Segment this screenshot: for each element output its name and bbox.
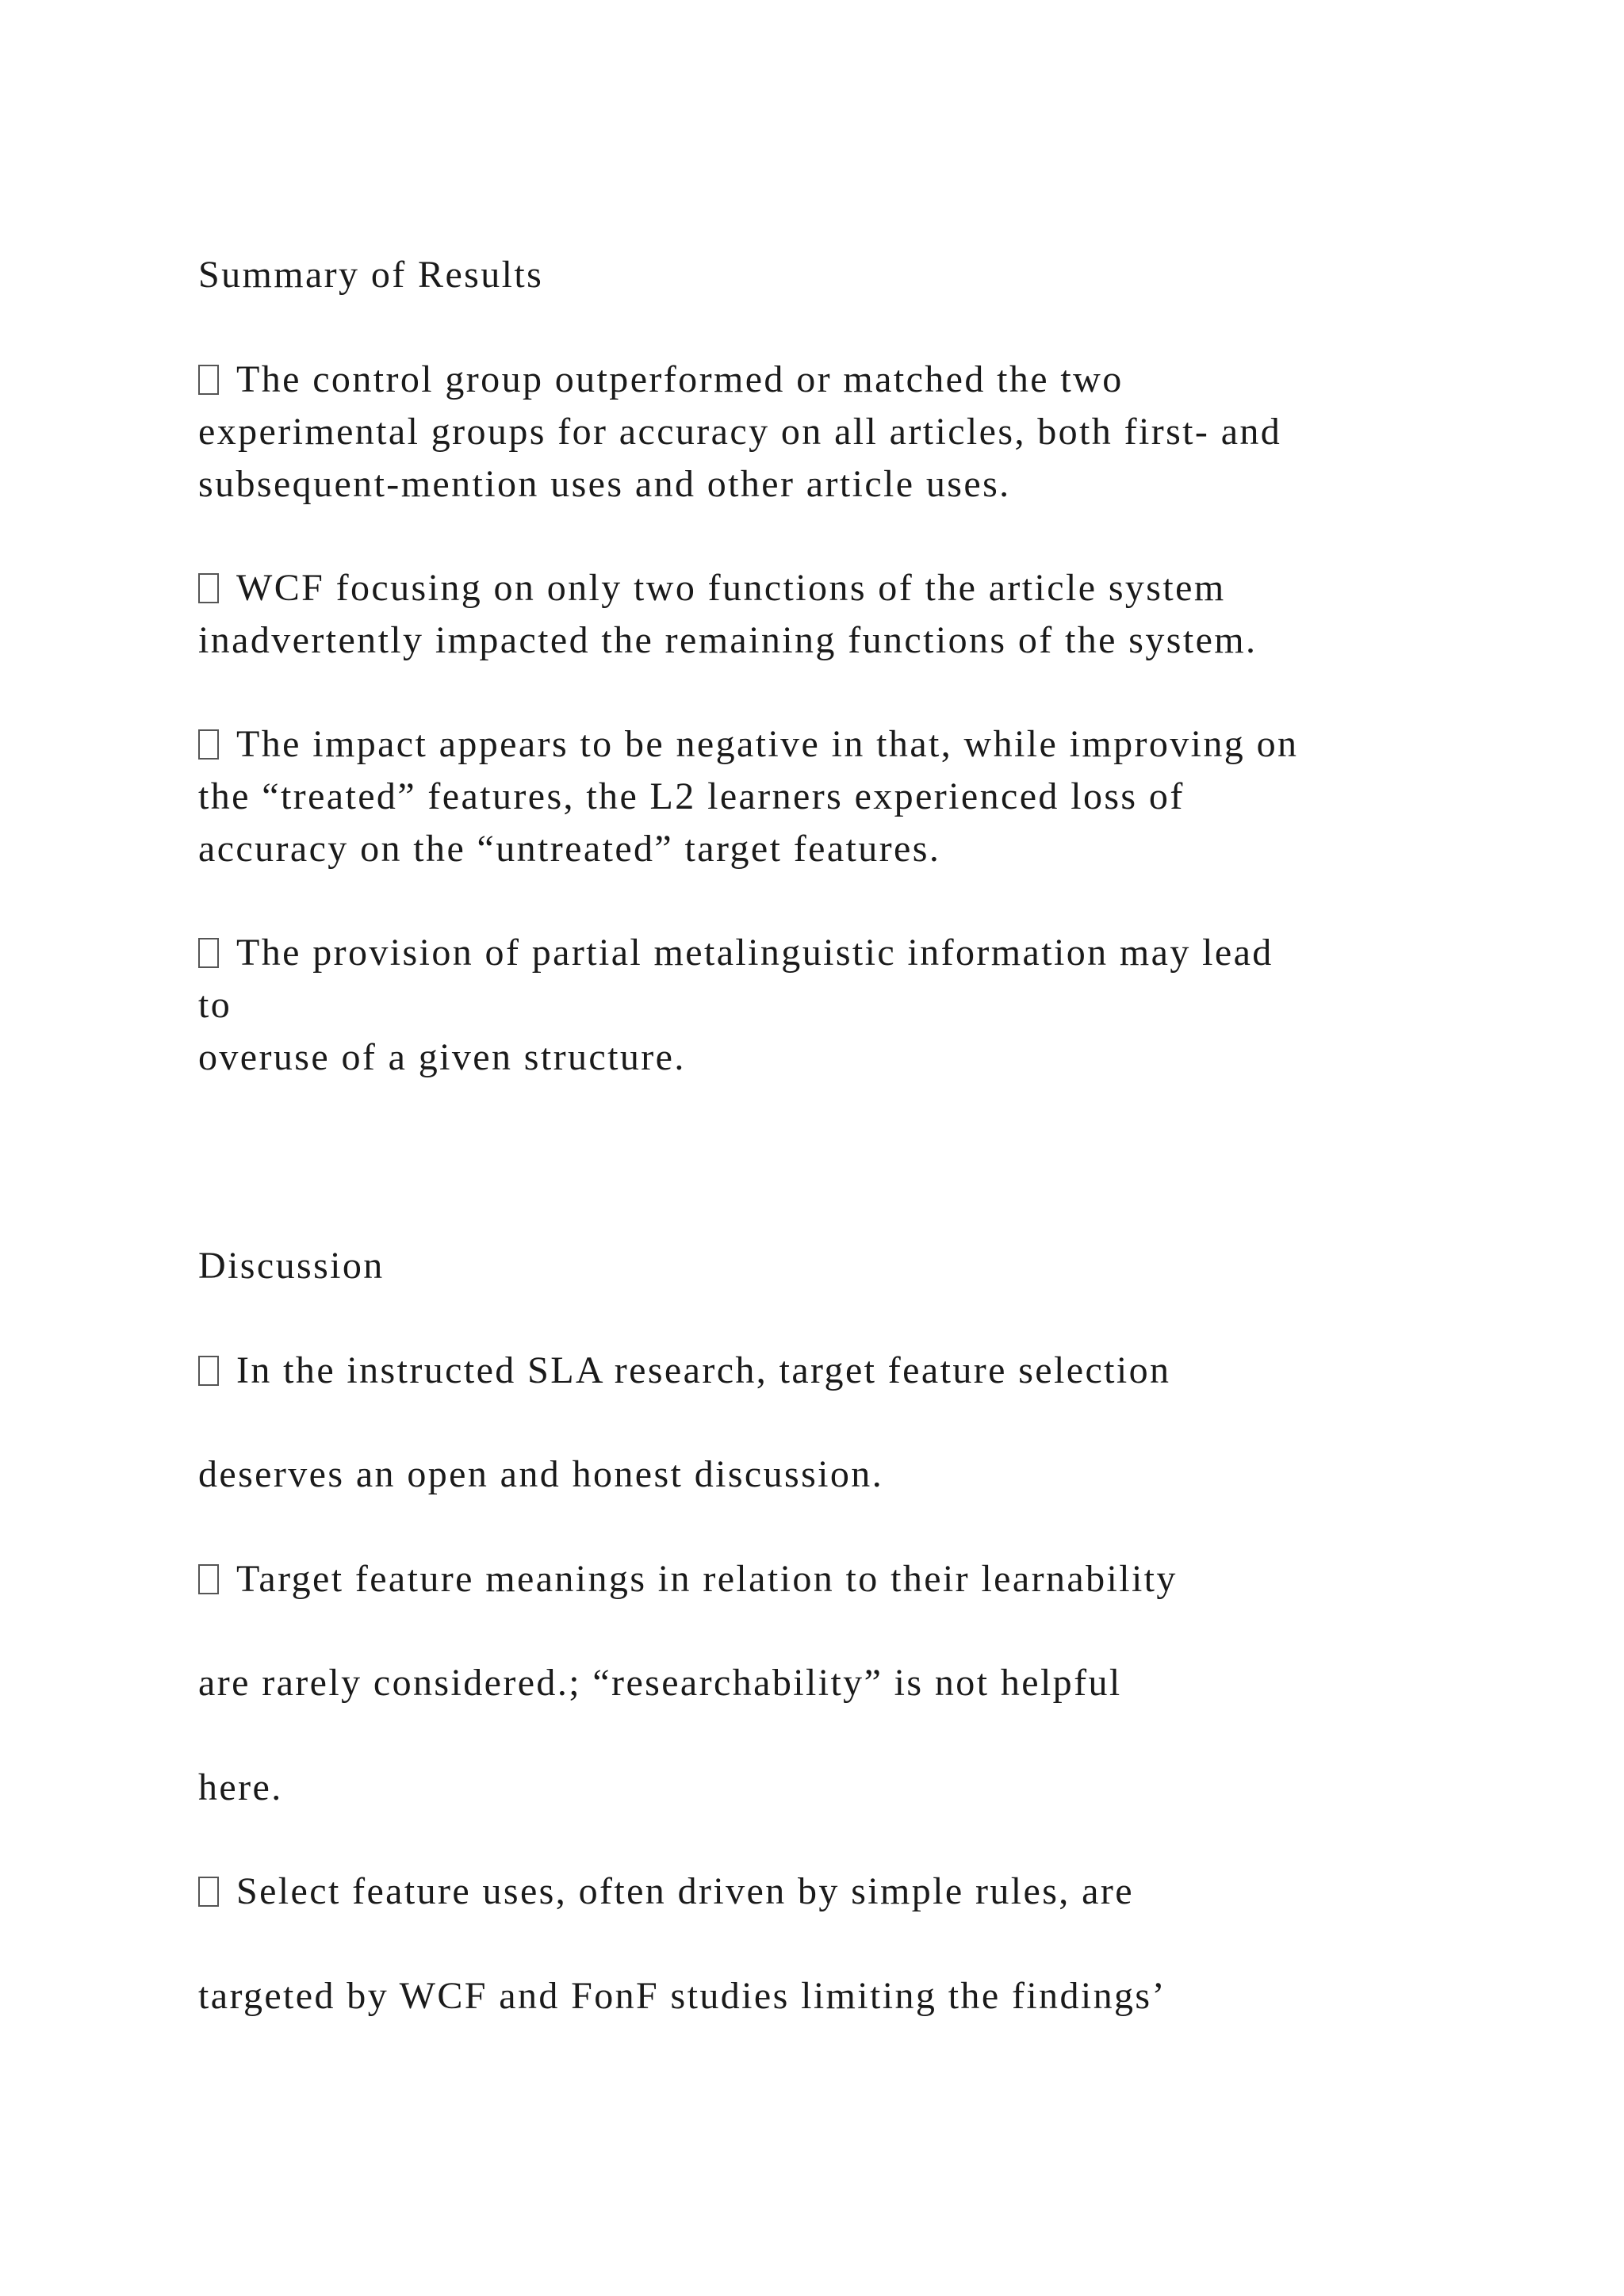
- discussion-bullet-2-text-1: Target feature meanings in relation to their learnability: [236, 1558, 1178, 1600]
- discussion-bullet-3-text-1: Select feature uses, often driven by simple rules, are: [236, 1870, 1134, 1912]
- discussion-bullet-3-line-1: [198, 1866, 1134, 1918]
- missing-glyph-box-icon: [198, 729, 219, 760]
- summary-bullet-1-line-1: [198, 354, 1124, 406]
- summary-bullet-3-line-3: accuracy on the “untreated” target features.: [198, 828, 941, 870]
- summary-bullet-1-text-1: The control group outperformed or matched the two: [236, 358, 1124, 400]
- section-heading-discussion: Discussion: [198, 1245, 385, 1287]
- missing-glyph-box-icon: [198, 1356, 219, 1386]
- summary-bullet-2-line-2: inadvertently impacted the remaining functions of the system.: [198, 619, 1258, 661]
- summary-bullet-4-line-2: to: [198, 984, 232, 1026]
- missing-glyph-box-icon: [198, 938, 219, 968]
- missing-glyph-box-icon: [198, 1877, 219, 1907]
- discussion-bullet-2-line-1: [198, 1553, 1178, 1605]
- summary-bullet-3-text-1: The impact appears to be negative in that, while improving on: [236, 723, 1299, 765]
- missing-glyph-box-icon: [198, 365, 219, 395]
- discussion-bullet-3-line-2: targeted by WCF and FonF studies limiting the findings’: [198, 1975, 1166, 2017]
- summary-bullet-4-line-1: [198, 927, 1274, 979]
- summary-bullet-4-line-3: overuse of a given structure.: [198, 1036, 686, 1078]
- summary-bullet-4-text-1: The provision of partial metalinguistic information may lead: [236, 932, 1274, 974]
- discussion-bullet-1-line-2: deserves an open and honest discussion.: [198, 1453, 884, 1495]
- summary-bullet-1-line-2: experimental groups for accuracy on all articles, both first- and: [198, 411, 1282, 453]
- missing-glyph-box-icon: [198, 1564, 219, 1594]
- summary-bullet-3-line-1: [198, 718, 1298, 771]
- summary-bullet-1-line-3: subsequent-mention uses and other article uses.: [198, 463, 1011, 505]
- discussion-bullet-1-line-1: [198, 1345, 1170, 1397]
- discussion-bullet-2-line-3: here.: [198, 1766, 283, 1808]
- summary-bullet-3-line-2: the “treated” features, the L2 learners experienced loss of: [198, 775, 1185, 817]
- section-heading-summary: Summary of Results: [198, 254, 544, 296]
- summary-bullet-2-line-1: [198, 562, 1226, 614]
- discussion-bullet-1-text-1: In the instructed SLA research, target feature selection: [236, 1349, 1171, 1391]
- missing-glyph-box-icon: [198, 573, 219, 603]
- summary-bullet-2-text-1: WCF focusing on only two functions of the article system: [236, 567, 1226, 609]
- discussion-bullet-2-line-2: are rarely considered.; “researchability” is not helpful: [198, 1662, 1122, 1704]
